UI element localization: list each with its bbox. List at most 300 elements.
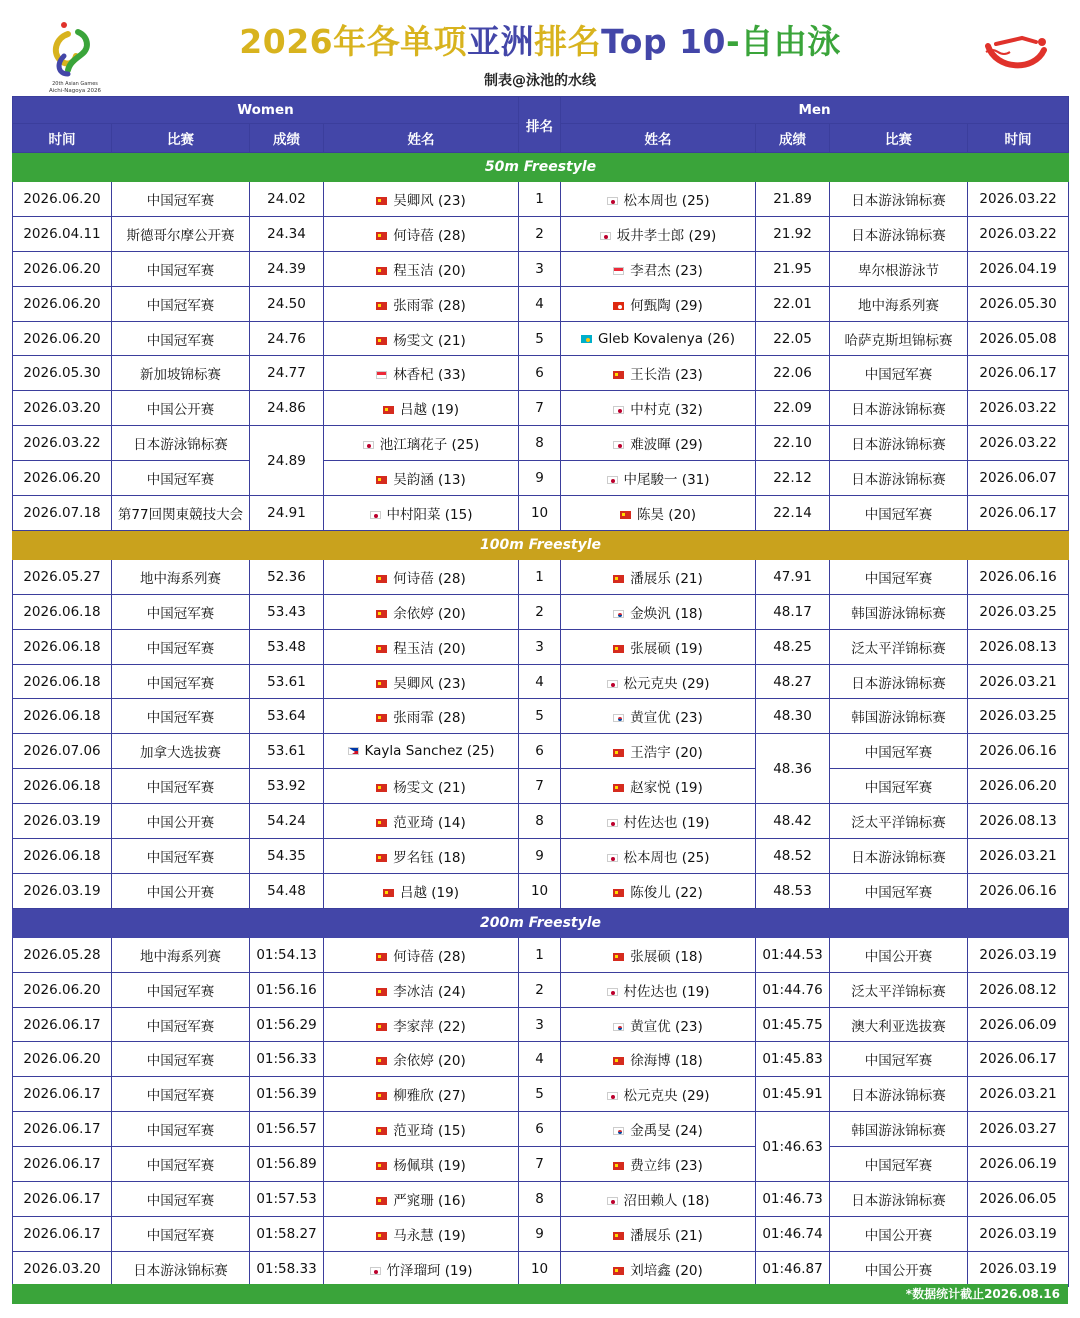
- table-row: [13, 972, 1069, 1007]
- cn-flag-icon: [376, 714, 387, 722]
- rank-cell: 3: [519, 251, 561, 286]
- jp-flag-icon: [607, 1092, 618, 1100]
- men-date-header: 时间: [968, 124, 1069, 153]
- women-name-cell-text: 吴韵涵 (13): [393, 472, 466, 489]
- women-meet-cell: 中国冠军赛: [112, 1147, 250, 1182]
- women-date-cell: 2026.03.19: [13, 873, 112, 908]
- women-result-cell: 01:57.53: [250, 1182, 324, 1217]
- men-name-cell-text: 松元克央 (29): [623, 1088, 710, 1105]
- sg-flag-icon: [376, 371, 387, 379]
- women-result-cell: 53.64: [250, 699, 324, 734]
- table-row: [13, 1077, 1069, 1112]
- men-result-cell: 22.05: [756, 321, 830, 356]
- men-result-cell: 01:45.83: [756, 1042, 830, 1077]
- jp-flag-icon: [600, 232, 611, 240]
- rank-cell: 9: [519, 839, 561, 874]
- men-name-cell-text: 陈俊儿 (22): [630, 884, 703, 901]
- men-meet-cell: 泛太平洋锦标赛: [830, 972, 968, 1007]
- men-name-header: 姓名: [561, 124, 756, 153]
- men-name-cell-text: 松本周也 (25): [623, 849, 710, 866]
- rank-cell: 9: [519, 461, 561, 496]
- women-meet-cell: 中国冠军赛: [112, 286, 250, 321]
- women-name-cell: [324, 804, 519, 839]
- cn-flag-icon: [613, 371, 624, 379]
- ranking-body: [13, 153, 1069, 1287]
- men-date-cell: 2026.05.08: [968, 321, 1069, 356]
- men-result-cell: 01:44.76: [756, 972, 830, 1007]
- women-name-cell-text: 柳雅欣 (27): [393, 1088, 466, 1105]
- hk-flag-icon: [613, 302, 624, 310]
- women-meet-cell: 中国冠军赛: [112, 461, 250, 496]
- table-row: [13, 937, 1069, 972]
- men-date-cell: 2026.06.07: [968, 461, 1069, 496]
- women-date-cell: 2026.05.30: [13, 356, 112, 391]
- table-row: [13, 1042, 1069, 1077]
- women-name-cell-text: 余依婷 (20): [393, 1053, 466, 1070]
- table-row: [13, 426, 1069, 461]
- women-date-cell: 2026.06.20: [13, 461, 112, 496]
- women-result-cell: 01:56.16: [250, 972, 324, 1007]
- women-date-cell: 2026.06.20: [13, 286, 112, 321]
- men-name-cell: [561, 804, 756, 839]
- women-name-cell: [324, 496, 519, 531]
- jp-flag-icon: [607, 819, 618, 827]
- women-name-cell: [324, 559, 519, 594]
- cn-flag-icon: [613, 575, 624, 583]
- women-name-cell: [324, 251, 519, 286]
- cn-flag-icon: [376, 784, 387, 792]
- women-meet-cell: 日本游泳锦标赛: [112, 426, 250, 461]
- men-meet-cell: 日本游泳锦标赛: [830, 182, 968, 217]
- women-result-cell: 24.86: [250, 391, 324, 426]
- women-name-cell-text: 杨佩琪 (19): [393, 1158, 466, 1175]
- men-result-cell: 01:46.87: [756, 1251, 830, 1286]
- women-name-cell: [324, 182, 519, 217]
- women-result-cell: 01:56.57: [250, 1112, 324, 1147]
- cn-flag-icon: [376, 645, 387, 653]
- men-result-cell: 48.42: [756, 804, 830, 839]
- page-title: 2026年各单项亚洲排名Top 10-自由泳: [239, 22, 841, 61]
- men-result-cell: 22.09: [756, 391, 830, 426]
- women-meet-cell: 中国冠军赛: [112, 594, 250, 629]
- section-header-row: [13, 530, 1069, 559]
- women-name-cell: [324, 461, 519, 496]
- men-date-cell: 2026.06.17: [968, 1042, 1069, 1077]
- women-date-cell: 2026.06.17: [13, 1112, 112, 1147]
- rank-cell: 9: [519, 1216, 561, 1251]
- jp-flag-icon: [607, 476, 618, 484]
- men-date-cell: 2026.08.12: [968, 972, 1069, 1007]
- men-name-cell-text: 王长浩 (23): [630, 367, 703, 384]
- table-row: [13, 873, 1069, 908]
- men-name-cell: [561, 873, 756, 908]
- table-row: [13, 664, 1069, 699]
- cn-flag-icon: [613, 645, 624, 653]
- cn-flag-icon: [376, 953, 387, 961]
- women-result-cell: 54.35: [250, 839, 324, 874]
- men-name-cell-text: 金焕汎 (18): [630, 605, 703, 622]
- men-result-cell: 01:45.91: [756, 1077, 830, 1112]
- women-name-cell-text: 严窕珊 (16): [393, 1192, 466, 1209]
- rank-cell: 2: [519, 594, 561, 629]
- section-title: 200m Freestyle: [13, 908, 1069, 937]
- women-result-cell: 01:58.27: [250, 1216, 324, 1251]
- rank-cell: 7: [519, 1147, 561, 1182]
- women-date-cell: 2026.06.18: [13, 664, 112, 699]
- men-meet-cell: 日本游泳锦标赛: [830, 461, 968, 496]
- women-name-cell-text: 吴卿风 (23): [393, 675, 466, 692]
- men-name-cell-text: 松本周也 (25): [623, 192, 710, 209]
- women-name-cell: [324, 734, 519, 769]
- rank-cell: 2: [519, 216, 561, 251]
- men-meet-cell: 日本游泳锦标赛: [830, 664, 968, 699]
- men-meet-cell: 地中海系列赛: [830, 286, 968, 321]
- women-meet-cell: 日本游泳锦标赛: [112, 1251, 250, 1286]
- men-date-cell: 2026.06.17: [968, 356, 1069, 391]
- jp-flag-icon: [607, 988, 618, 996]
- men-name-cell-text: 何甄陶 (29): [630, 297, 703, 314]
- men-result-cell: 48.52: [756, 839, 830, 874]
- men-meet-cell: 中国冠军赛: [830, 769, 968, 804]
- men-name-cell: [561, 769, 756, 804]
- men-name-cell-text: 沼田赖人 (18): [623, 1192, 710, 1209]
- women-result-cell: 53.48: [250, 629, 324, 664]
- cn-flag-icon: [613, 889, 624, 897]
- cn-flag-icon: [613, 1232, 624, 1240]
- kr-flag-icon: [613, 1127, 624, 1135]
- women-meet-cell: 地中海系列赛: [112, 937, 250, 972]
- rank-cell: 2: [519, 972, 561, 1007]
- men-date-cell: 2026.06.20: [968, 769, 1069, 804]
- men-meet-cell: 韩国游泳锦标赛: [830, 1112, 968, 1147]
- table-row: [13, 216, 1069, 251]
- women-date-cell: 2026.06.20: [13, 182, 112, 217]
- women-name-cell-text: 林香杞 (33): [393, 367, 466, 384]
- women-result-cell: 24.91: [250, 496, 324, 531]
- women-date-cell: 2026.06.17: [13, 1147, 112, 1182]
- men-name-cell: [561, 699, 756, 734]
- men-date-cell: 2026.03.22: [968, 391, 1069, 426]
- men-name-cell: [561, 496, 756, 531]
- table-row: [13, 286, 1069, 321]
- women-date-cell: 2026.06.20: [13, 1042, 112, 1077]
- men-meet-cell: 日本游泳锦标赛: [830, 216, 968, 251]
- women-name-cell: [324, 664, 519, 699]
- women-date-cell: 2026.06.18: [13, 839, 112, 874]
- men-name-cell: [561, 1216, 756, 1251]
- men-result-cell: 01:46.73: [756, 1182, 830, 1217]
- men-meet-cell: 中国冠军赛: [830, 873, 968, 908]
- women-date-cell: 2026.06.17: [13, 1216, 112, 1251]
- men-meet-cell: 日本游泳锦标赛: [830, 1182, 968, 1217]
- women-meet-cell: 中国冠军赛: [112, 1007, 250, 1042]
- women-name-cell-text: 吴卿风 (23): [393, 192, 466, 209]
- men-meet-cell: 泛太平洋锦标赛: [830, 629, 968, 664]
- table-row: [13, 251, 1069, 286]
- women-meet-cell: 加拿大选拔赛: [112, 734, 250, 769]
- men-name-cell: [561, 664, 756, 699]
- men-date-cell: 2026.03.25: [968, 699, 1069, 734]
- women-result-cell: 01:56.33: [250, 1042, 324, 1077]
- women-name-cell: [324, 699, 519, 734]
- women-date-cell: 2026.06.17: [13, 1007, 112, 1042]
- men-result-cell: 47.91: [756, 559, 830, 594]
- men-result-cell: 48.30: [756, 699, 830, 734]
- cn-flag-icon: [613, 784, 624, 792]
- women-name-cell-text: 范亚琦 (15): [393, 1123, 466, 1140]
- men-name-cell: [561, 391, 756, 426]
- men-meet-cell: 日本游泳锦标赛: [830, 839, 968, 874]
- rank-cell: 1: [519, 937, 561, 972]
- men-name-cell: [561, 1077, 756, 1112]
- women-name-cell-text: 中村阳菜 (15): [386, 506, 473, 523]
- cn-flag-icon: [383, 889, 394, 897]
- men-name-cell-text: 刘培鑫 (20): [630, 1262, 703, 1279]
- women-meet-cell: 中国冠军赛: [112, 1112, 250, 1147]
- section-title: 100m Freestyle: [13, 530, 1069, 559]
- cn-flag-icon: [376, 302, 387, 310]
- women-meet-cell: 中国冠军赛: [112, 664, 250, 699]
- women-result-cell: 52.36: [250, 559, 324, 594]
- women-meet-cell: 中国冠军赛: [112, 769, 250, 804]
- women-result-cell: 01:56.89: [250, 1147, 324, 1182]
- cn-flag-icon: [376, 232, 387, 240]
- women-name-cell-text: 杨雯文 (21): [393, 332, 466, 349]
- cn-flag-icon: [376, 1023, 387, 1031]
- cn-flag-icon: [376, 1232, 387, 1240]
- cn-flag-icon: [613, 1057, 624, 1065]
- men-name-cell-text: 张展硕 (18): [630, 948, 703, 965]
- men-name-cell: [561, 937, 756, 972]
- table-row: [13, 699, 1069, 734]
- cn-flag-icon: [620, 511, 631, 519]
- rank-cell: 4: [519, 664, 561, 699]
- table-row: [13, 734, 1069, 769]
- rank-cell: 10: [519, 496, 561, 531]
- jp-flag-icon: [607, 1197, 618, 1205]
- jp-flag-icon: [370, 511, 381, 519]
- table-row: [13, 461, 1069, 496]
- cn-flag-icon: [376, 1057, 387, 1065]
- ph-flag-icon: [348, 747, 359, 755]
- men-meet-cell: 中国公开赛: [830, 937, 968, 972]
- table-row: [13, 804, 1069, 839]
- men-result-cell: 21.89: [756, 182, 830, 217]
- men-result-cell: 48.25: [756, 629, 830, 664]
- women-meet-header: 比赛: [112, 124, 250, 153]
- men-name-cell: [561, 839, 756, 874]
- women-name-cell: [324, 1077, 519, 1112]
- women-name-cell-text: 李家萍 (22): [393, 1018, 466, 1035]
- women-result-cell: 24.76: [250, 321, 324, 356]
- table-row: [13, 391, 1069, 426]
- women-name-cell-text: 罗名钰 (18): [393, 849, 466, 866]
- women-meet-cell: 地中海系列赛: [112, 559, 250, 594]
- kz-flag-icon: [581, 335, 592, 343]
- women-result-cell: 53.43: [250, 594, 324, 629]
- women-name-cell-text: 杨雯文 (21): [393, 780, 466, 797]
- women-date-cell: 2026.04.11: [13, 216, 112, 251]
- table-row: [13, 496, 1069, 531]
- jp-flag-icon: [607, 854, 618, 862]
- rank-cell: 5: [519, 699, 561, 734]
- women-result-cell: 54.48: [250, 873, 324, 908]
- women-name-cell: [324, 629, 519, 664]
- women-name-cell: [324, 839, 519, 874]
- svg-text:Aichi-Nagoya 2026: Aichi-Nagoya 2026: [48, 88, 102, 94]
- rank-header: 排名: [519, 97, 561, 153]
- men-name-cell: [561, 1182, 756, 1217]
- men-meet-cell: 泛太平洋锦标赛: [830, 804, 968, 839]
- cn-flag-icon: [376, 575, 387, 583]
- men-name-cell-text: Gleb Kovalenya (26): [598, 330, 736, 347]
- men-name-cell-text: 潘展乐 (21): [630, 570, 703, 587]
- men-name-cell-text: 难波暉 (29): [630, 437, 703, 454]
- rank-cell: 8: [519, 1182, 561, 1217]
- men-result-cell: 21.92: [756, 216, 830, 251]
- women-date-cell: 2026.03.22: [13, 426, 112, 461]
- women-result-cell: 54.24: [250, 804, 324, 839]
- rank-cell: 4: [519, 1042, 561, 1077]
- men-name-cell-text: 李君杰 (23): [630, 262, 703, 279]
- men-name-cell-text: 坂井孝士郎 (29): [616, 227, 717, 244]
- men-meet-cell: 哈萨克斯坦锦标赛: [830, 321, 968, 356]
- men-name-cell: [561, 321, 756, 356]
- table-row: [13, 1007, 1069, 1042]
- women-date-cell: 2026.05.27: [13, 559, 112, 594]
- men-name-cell-text: 黄宣优 (23): [630, 1018, 703, 1035]
- women-date-cell: 2026.06.20: [13, 251, 112, 286]
- women-date-cell: 2026.07.06: [13, 734, 112, 769]
- men-name-cell: [561, 286, 756, 321]
- table-row: [13, 182, 1069, 217]
- men-name-cell: [561, 1112, 756, 1147]
- women-meet-cell: 中国冠军赛: [112, 251, 250, 286]
- cn-flag-icon: [613, 749, 624, 757]
- men-meet-cell: 韩国游泳锦标赛: [830, 699, 968, 734]
- men-name-cell: [561, 734, 756, 769]
- men-date-cell: 2026.03.22: [968, 426, 1069, 461]
- women-meet-cell: 中国冠军赛: [112, 182, 250, 217]
- jp-flag-icon: [370, 1267, 381, 1275]
- women-meet-cell: 中国公开赛: [112, 391, 250, 426]
- men-meet-cell: 澳大利亚选拔赛: [830, 1007, 968, 1042]
- men-name-cell-text: 赵家悦 (19): [630, 780, 703, 797]
- women-name-cell: [324, 1007, 519, 1042]
- women-result-cell: 01:56.29: [250, 1007, 324, 1042]
- men-result-cell: 48.36: [756, 734, 830, 804]
- women-name-cell-text: 程玉洁 (20): [393, 262, 466, 279]
- men-name-cell-text: 潘展乐 (21): [630, 1227, 703, 1244]
- women-date-cell: 2026.06.17: [13, 1182, 112, 1217]
- women-date-cell: 2026.03.19: [13, 804, 112, 839]
- women-result-cell: 53.61: [250, 664, 324, 699]
- women-name-cell: [324, 769, 519, 804]
- men-name-cell-text: 张展硕 (19): [630, 640, 703, 657]
- men-result-cell: 48.27: [756, 664, 830, 699]
- rank-cell: 10: [519, 1251, 561, 1286]
- section-header-row: [13, 908, 1069, 937]
- women-date-cell: 2026.07.18: [13, 496, 112, 531]
- men-meet-cell: 中国冠军赛: [830, 1147, 968, 1182]
- men-name-cell: [561, 629, 756, 664]
- men-date-cell: 2026.03.19: [968, 1216, 1069, 1251]
- men-result-cell: 22.14: [756, 496, 830, 531]
- men-date-cell: 2026.04.19: [968, 251, 1069, 286]
- table-row: [13, 629, 1069, 664]
- cn-flag-icon: [383, 406, 394, 414]
- men-date-cell: 2026.03.19: [968, 937, 1069, 972]
- ranking-table: [12, 96, 1069, 1287]
- cn-flag-icon: [613, 1267, 624, 1275]
- women-name-cell: [324, 972, 519, 1007]
- men-name-cell-text: 王浩宇 (20): [630, 745, 703, 762]
- data-cutoff-note: *数据统计截止2026.08.16: [12, 1284, 1068, 1304]
- women-name-cell: [324, 1042, 519, 1077]
- men-date-cell: 2026.06.16: [968, 559, 1069, 594]
- men-date-cell: 2026.06.16: [968, 734, 1069, 769]
- svg-text:20th Asian Games: 20th Asian Games: [52, 81, 98, 87]
- cn-flag-icon: [376, 1127, 387, 1135]
- men-meet-header: 比赛: [830, 124, 968, 153]
- women-name-cell: [324, 356, 519, 391]
- women-result-cell: 53.61: [250, 734, 324, 769]
- men-name-cell-text: 陈昊 (20): [637, 506, 697, 523]
- women-date-cell: 2026.06.20: [13, 972, 112, 1007]
- cn-flag-icon: [376, 854, 387, 862]
- women-name-cell-text: 何诗蓓 (28): [393, 570, 466, 587]
- women-name-cell-text: 吕越 (19): [400, 884, 460, 901]
- men-result-cell: 22.06: [756, 356, 830, 391]
- women-result-cell: 24.34: [250, 216, 324, 251]
- rank-cell: 4: [519, 286, 561, 321]
- men-date-cell: 2026.08.13: [968, 804, 1069, 839]
- rank-cell: 7: [519, 769, 561, 804]
- women-meet-cell: 新加坡锦标赛: [112, 356, 250, 391]
- women-name-cell-text: 李冰洁 (24): [393, 983, 466, 1000]
- women-meet-cell: 中国公开赛: [112, 804, 250, 839]
- women-result-cell: 24.77: [250, 356, 324, 391]
- cn-flag-icon: [376, 1162, 387, 1170]
- men-meet-cell: 卑尔根游泳节: [830, 251, 968, 286]
- women-date-cell: 2026.06.18: [13, 629, 112, 664]
- women-result-cell: 01:58.33: [250, 1251, 324, 1286]
- men-result-cell: 22.01: [756, 286, 830, 321]
- kr-flag-icon: [613, 714, 624, 722]
- women-meet-cell: 中国冠军赛: [112, 1042, 250, 1077]
- men-meet-cell: 中国冠军赛: [830, 559, 968, 594]
- women-result-header: 成绩: [250, 124, 324, 153]
- women-name-cell: [324, 1147, 519, 1182]
- cn-flag-icon: [376, 267, 387, 275]
- men-meet-cell: 中国公开赛: [830, 1216, 968, 1251]
- women-result-cell: 53.92: [250, 769, 324, 804]
- men-result-cell: 22.12: [756, 461, 830, 496]
- women-name-cell-text: 张雨霏 (28): [393, 710, 466, 727]
- women-name-cell: [324, 937, 519, 972]
- men-name-cell: [561, 356, 756, 391]
- men-date-cell: 2026.03.27: [968, 1112, 1069, 1147]
- cn-flag-icon: [376, 1092, 387, 1100]
- section-title: 50m Freestyle: [13, 153, 1069, 182]
- women-name-cell-text: 竹泽瑠珂 (19): [386, 1262, 473, 1279]
- men-result-cell: 01:44.53: [756, 937, 830, 972]
- page-header: [0, 0, 1080, 96]
- men-result-cell: 21.95: [756, 251, 830, 286]
- women-name-cell: [324, 321, 519, 356]
- men-date-cell: 2026.03.25: [968, 594, 1069, 629]
- women-name-cell-text: Kayla Sanchez (25): [364, 743, 495, 760]
